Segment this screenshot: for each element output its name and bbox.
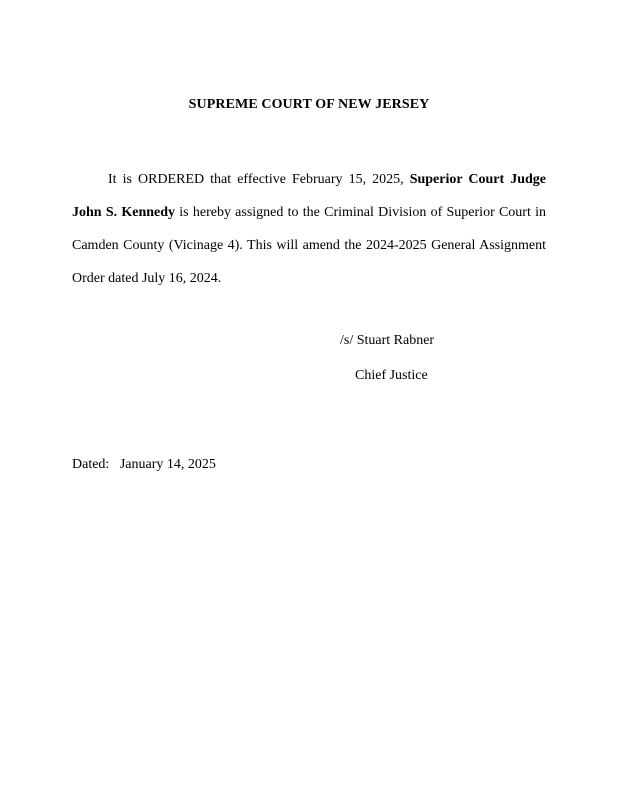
order-date-text: Order dated July 16, 2024. xyxy=(72,271,222,286)
paragraph-line-3 xyxy=(72,237,546,255)
assignment-text: is hereby assigned to the Criminal Division of Superior Court in xyxy=(175,205,546,220)
judge-name-bold: John S. Kennedy xyxy=(72,205,176,220)
paragraph-line-4 xyxy=(72,270,221,288)
document-title: SUPREME COURT OF NEW JERSEY xyxy=(188,97,430,112)
order-text-start: It is ORDERED that effective February 15, 2025, xyxy=(108,172,410,187)
paragraph-line-2 xyxy=(72,204,546,222)
paragraph-line-1 xyxy=(108,171,546,189)
dated-line: Dated: January 14, 2025 xyxy=(72,457,216,472)
judge-title-bold: Superior Court Judge xyxy=(409,172,546,187)
signature-name: /s/ Stuart Rabner xyxy=(340,333,435,348)
signature-title: Chief Justice xyxy=(355,368,428,383)
amend-text: Camden County (Vicinage 4). This will amend the 2024-2025 General Assignment xyxy=(72,238,546,253)
